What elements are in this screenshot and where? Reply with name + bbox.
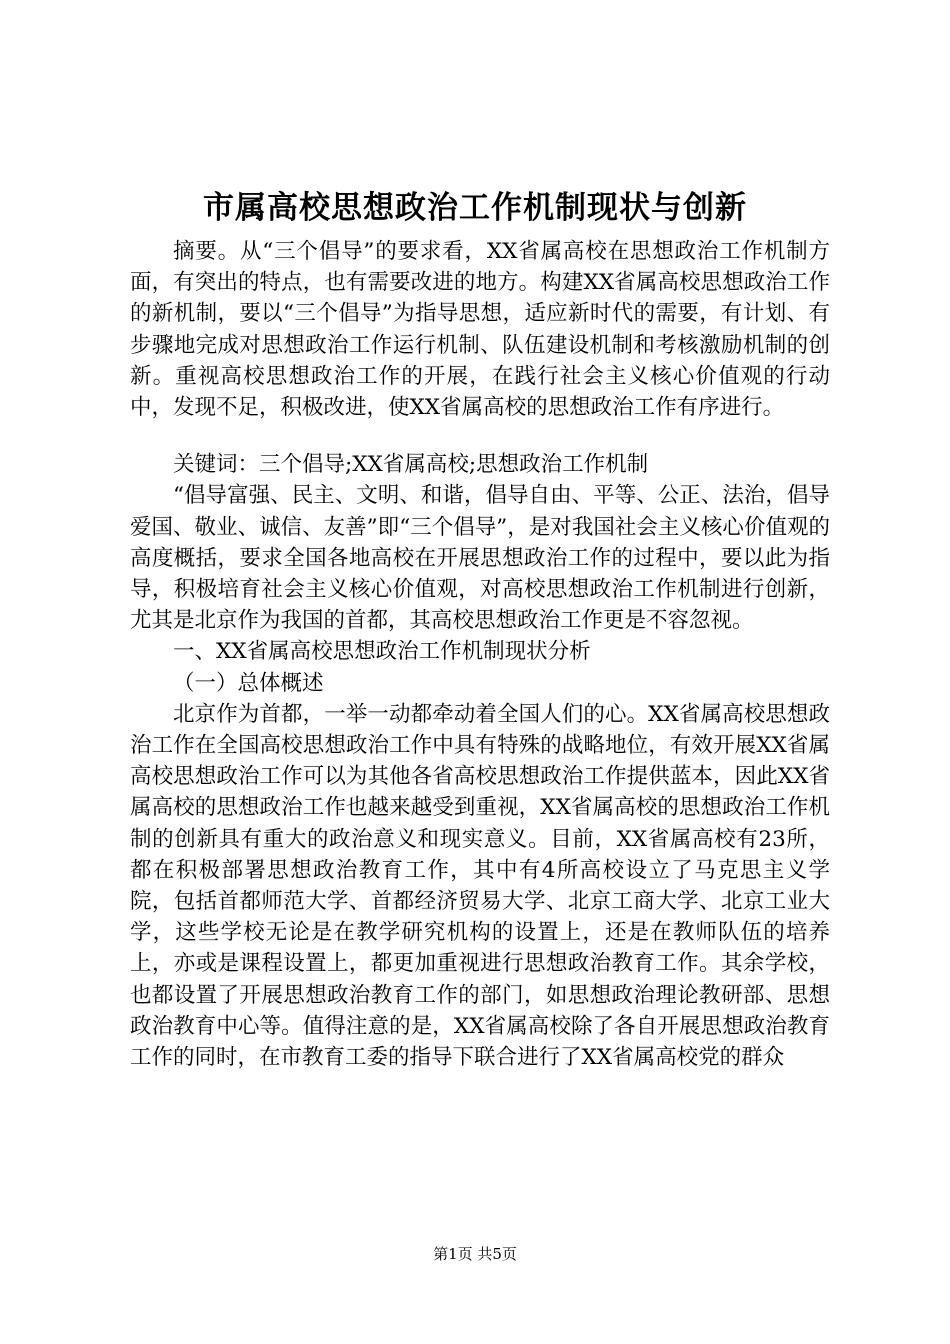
abstract-paragraph: 摘要。从“三个倡导”的要求看，XX省属高校在思想政治工作机制方面，有突出的特点，也有需要改进的地方。构建XX省属高校思想政治工作的新机制，要以“三个倡导”为指导思想，适应新时代的需要，有计划、有步骤地完成对思想政治工作运行机制、队伍建设机制和考核激励机制的创新。重视高校思想政治工作的开展，在践行社会主义核心价值观的行动中，发现不足，积极改进，使XX省属高校的思想政治工作有序进行。	[130, 239, 830, 421]
document-title: 市属高校思想政治工作机制现状与创新	[203, 190, 747, 226]
section-heading: 一、XX省属高校思想政治工作机制现状分析	[173, 639, 591, 665]
keywords-line: 关键词：三个倡导;XX省属高校;思想政治工作机制	[173, 452, 649, 478]
subsection-heading: （一）总体概述	[173, 670, 324, 696]
document-body	[130, 236, 830, 1073]
intro-paragraph: “倡导富强、民主、文明、和谐，倡导自由、平等、公正、法治，倡导爱国、敬业、诚信、友善”即“三个倡导”，是对我国社会主义核心价值观的高度概括，要求全国各地高校在开展思想政治工作的过程中，要以此为指导，积极培育社会主义核心价值观，对高校思想政治工作机制进行创新，尤其是北京作为我国的首都，其高校思想政治工作更是不容忽视。	[130, 483, 830, 634]
page-footer: 第1页 共5页	[433, 1245, 517, 1263]
body-paragraph: 北京作为首都，一举一动都牵动着全国人们的心。XX省属高校思想政治工作在全国高校思想政治工作中具有特殊的战略地位，有效开展XX省属高校思想政治工作可以为其他各省高校思想政治工作提供蓝本，因此XX省属高校的思想政治工作也越来越受到重视，XX省属高校的思想政治工作机制的创新具有重大的政治意义和现实意义。目前，XX省属高校有23所，都在积极部署思想政治教育工作，其中有4所高校设立了马克思主义学院，包括首都师范大学、首都经济贸易大学、北京工商大学、北京工业大学，这些学校无论是在教学研究机构的设置上，还是在教师队伍的培养上，亦或是课程设置上，都更加重视进行思想政治教育工作。其余学校，也都设置了开展思想政治教育工作的部门，如思想政治理论教研部、思想政治教育中心等。值得注意的是，XX省属高校除了各自开展思想政治教育工作的同时，在市教育工委的指导下联合进行了XX省属高校党的群众	[130, 701, 830, 1071]
